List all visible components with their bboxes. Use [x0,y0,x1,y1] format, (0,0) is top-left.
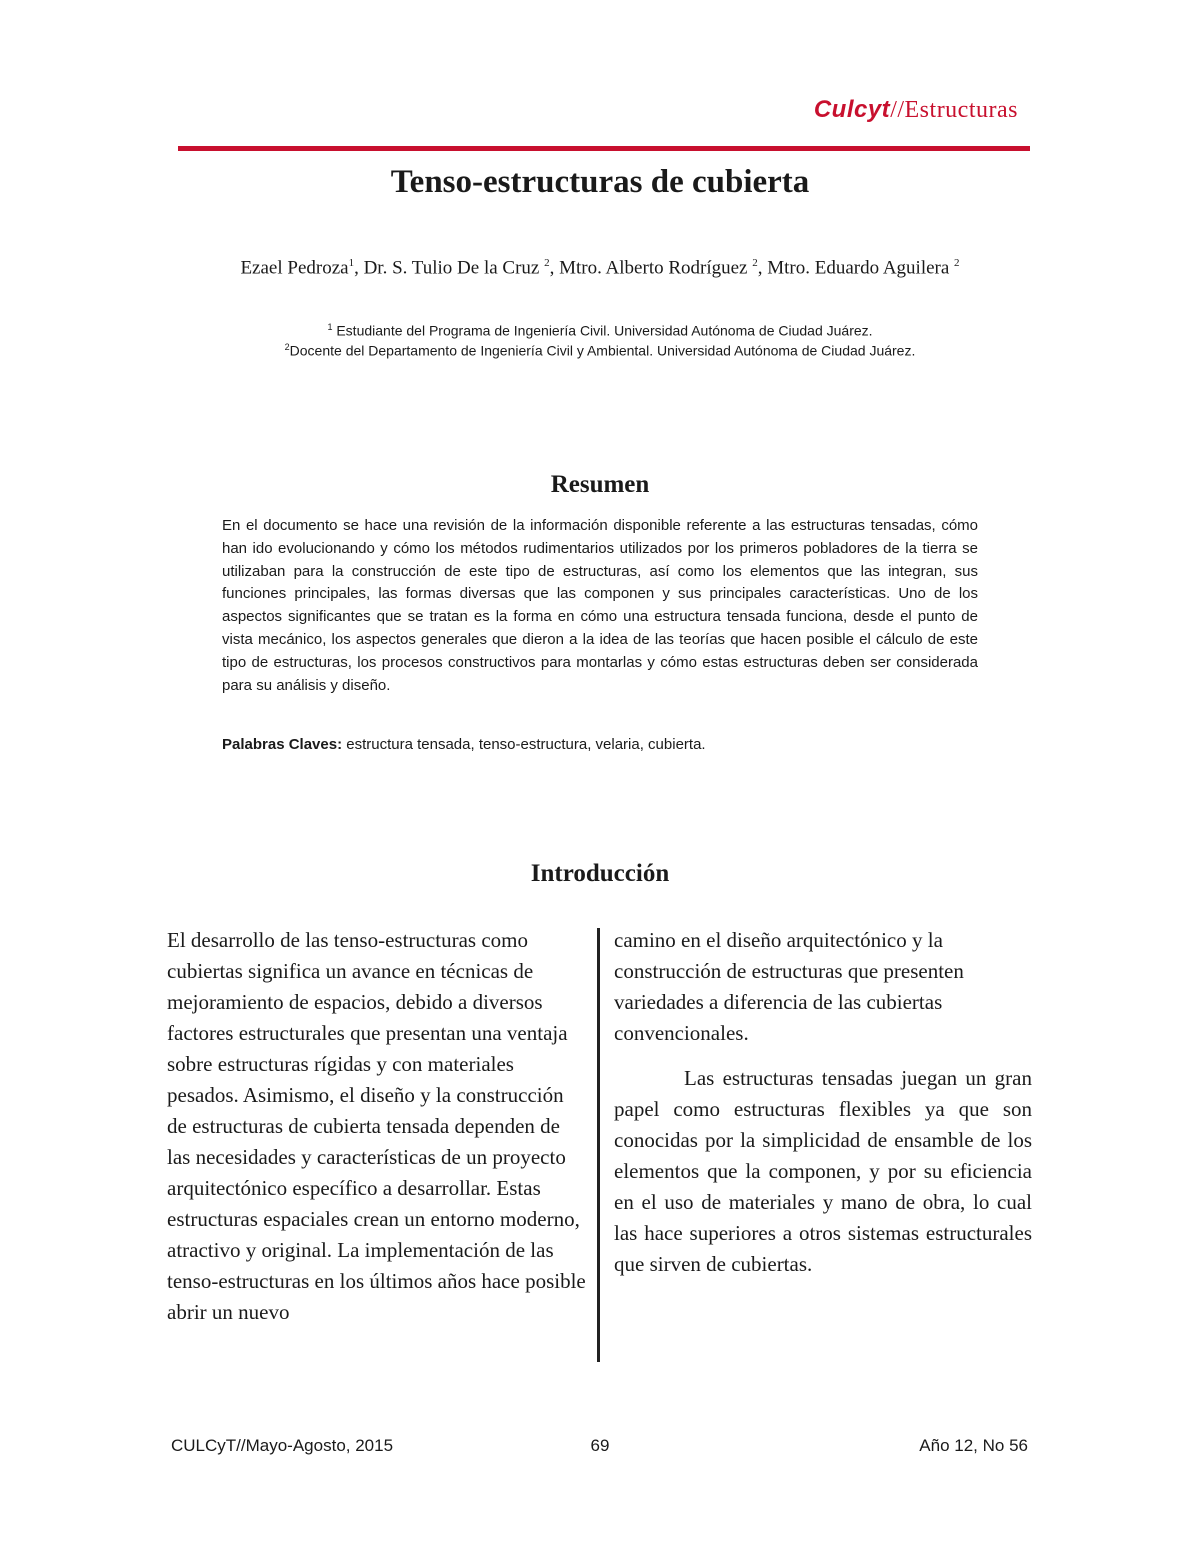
journal-header [814,96,1018,124]
affiliation-mark: 2 [284,342,290,352]
affiliation-text: Docente del Departamento de Ingeniería Civil y Ambiental. Universidad Autónoma de Ciudad Juárez. [289,342,916,359]
column-divider [597,928,600,1362]
intro-right-paragraph-2: Las estructuras tensadas juegan un gran papel como estructuras flexibles ya que son conocidas por la simplicidad de ensamble de los elementos que la componen, y por su eficiencia en el uso de materiales y mano de obra, lo cual las hace superiores a otros sistemas estructurales que sirven de cubiertas. [614,1066,1032,1276]
affiliation-1 [0,322,1200,339]
affiliation-text: Estudiante del Programa de Ingeniería Civil. Universidad Autónoma de Ciudad Juárez. [332,322,873,339]
affiliation-mark: 1 [327,322,333,332]
header-rule [178,146,1030,151]
author-name: Mtro. Alberto Rodríguez [559,257,753,279]
keywords-label: Palabras Claves: [222,736,343,753]
abstract-heading: Resumen [550,471,650,498]
author-name: Dr. S. Tulio De la Cruz [363,257,545,279]
intro-right-paragraph-1: camino en el diseño arquitectónico y la construcción de estructuras que presenten variedades a diferencia de las cubiertas convencionales. [614,928,964,1045]
affiliation-2 [0,342,1200,359]
author-list: Ezael Pedroza$^1$, Dr. S. Tulio De la Cruz $^2$, Mtro. Alberto Rodríguez $^2$, Mtro. Eduardo Aguilera $^2$ [240,257,960,279]
author-affiliation-mark: 2 [752,257,758,269]
keywords [222,736,978,753]
journal-section: //Estructuras [890,97,1018,123]
author-affiliation-mark: 2 [954,257,960,269]
author-name: Ezael Pedroza [240,257,349,279]
page-number: 69 [590,1436,610,1455]
footer-volume: Año 12, No 56 [919,1436,1028,1455]
footer-journal-issue: CULCyT//Mayo-Agosto, 2015 [171,1436,394,1455]
author-affiliation-mark: 2 [544,257,550,269]
introduction-heading: Introducción [530,860,670,887]
abstract-text: En el documento se hace una revisión de la información disponible referente a las estructuras tensadas, cómo han ido evolucionando y cómo los métodos rudimentarios utilizados por los primeros pobladores de la tierra se utilizaban para la construcción de este tipo de estructuras, así como los elementos que las integran, sus funciones principales, las formas diversas que las componen y sus principales características. Uno de los aspectos significantes que se tratan es la forma en cómo una estructura tensada funciona, desde el punto de vista mecánico, los aspectos generales que dieron a la idea de las teorías que hacen posible el cálculo de este tipo de estructuras, los procesos constructivos para montarlas y cómo estas estructuras deben ser considerada para su análisis y diseño. [222,517,978,694]
author-affiliation-mark: 1 [348,257,355,269]
author-name: Mtro. Eduardo Aguilera [767,257,955,279]
intro-right-column [614,925,1032,1280]
journal-brand: Culcyt [813,96,891,123]
keywords-list: estructura tensada, tenso-estructura, velaria, cubierta. [342,736,706,753]
intro-left-column: El desarrollo de las tenso-estructuras como cubiertas significa un avance en técnicas de mejoramiento de espacios, debido a diversos factores estructurales que presentan una ventaja sobre estructuras rígidas y con materiales pesados. Asimismo, el diseño y la construcción de estructuras de cubierta tensada dependen de las necesidades y características de un proyecto arquitectónico específico a desarrollar. Estas estructuras espaciales crean un entorno moderno, atractivo y original. La implementación de las tenso-estructuras en los últimos años hace posible abrir un nuevo [167,928,586,1324]
paper-title: Tenso-estructuras de cubierta [390,164,810,200]
